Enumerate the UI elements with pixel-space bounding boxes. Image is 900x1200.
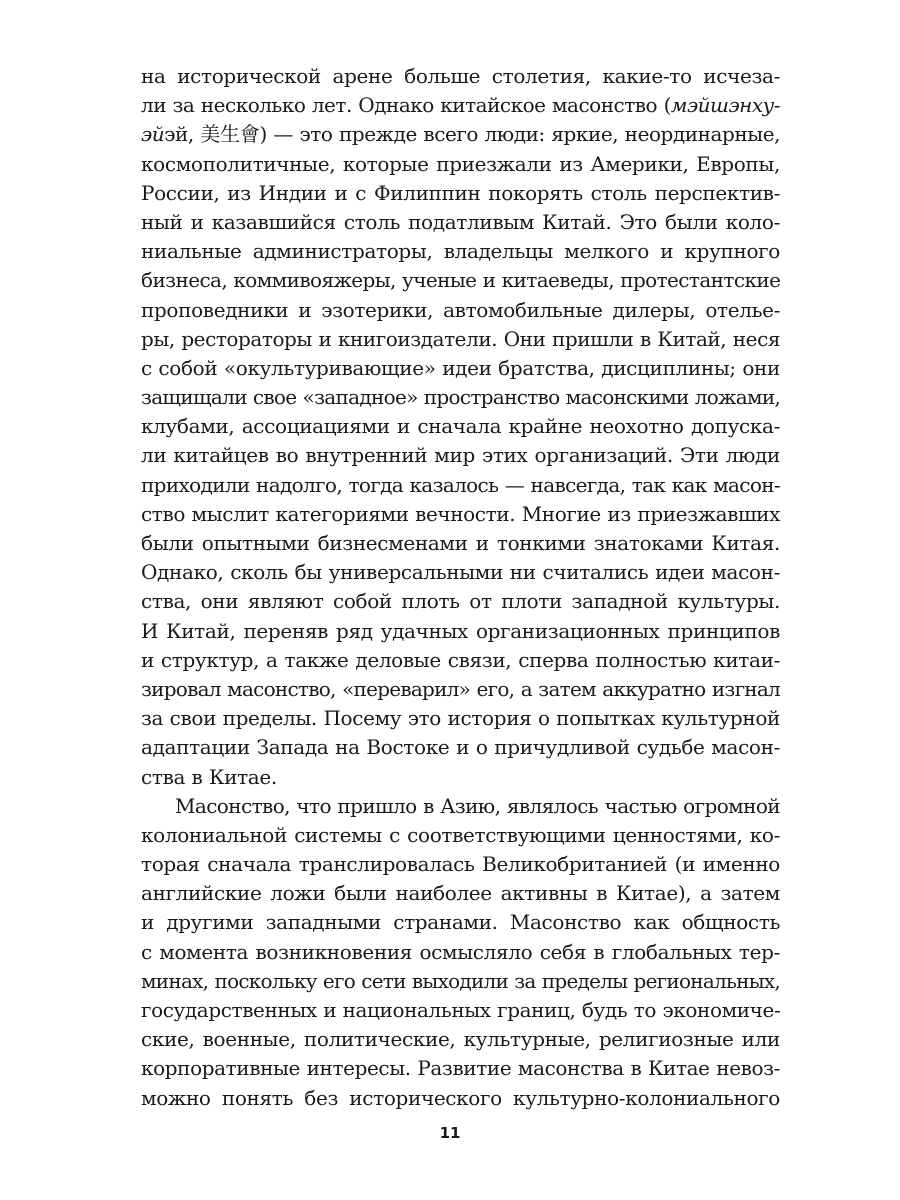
text-line: за свои пределы. Посему это история о попытках культурной — [141, 706, 780, 731]
text-line: ства, они являют собой плоть от плоти западной культуры. — [141, 589, 780, 614]
text-line: России, из Индии и с Филиппин покорять столь перспектив- — [141, 180, 780, 205]
text-line: ный и казавшийся столь податливым Китай. Это были коло- — [141, 209, 780, 234]
text-line: ские, военные, политические, культурные, религиозные или — [141, 1027, 780, 1052]
body-text — [141, 62, 780, 1113]
text-line: космополитичные, которые приезжали из Америки, Европы, — [141, 151, 780, 176]
text-line — [141, 120, 780, 149]
text-line: проповедники и эзотерики, автомобильные дилеры, отелье- — [141, 297, 780, 322]
text-line: зировал масонство, «переварил» его, а затем аккуратно изгнал — [141, 676, 780, 701]
text-line — [141, 91, 780, 120]
text-line: с собой «окультуривающие» идеи братства, дисциплины; они — [141, 355, 780, 380]
text-line: корпоративные интересы. Развитие масонства в Китае невоз- — [141, 1056, 780, 1081]
text-line: ли китайцев во внутренний мир этих организаций. Эти люди — [141, 443, 780, 468]
text-line: Однако, сколь бы универсальными ни считались идеи масон- — [141, 560, 780, 585]
text-fragment: ли за несколько лет. Однако китайское масонство ( — [141, 93, 671, 118]
text-line: были опытными бизнесменами и тонкими знатоками Китая. — [141, 531, 780, 555]
text-line: на исторической арене больше столетия, какие-то исчеза- — [141, 64, 780, 88]
text-line: и другими западными странами. Масонство как общность — [141, 910, 780, 935]
italic-term: мэйшэнху- — [670, 93, 780, 118]
text-line: Масонство, что пришло в Азию, являлось частью огромной — [175, 793, 780, 818]
text-line: минах, поскольку его сети выходили за пределы региональных, — [141, 968, 780, 993]
text-line: английские ложи были наиболее активны в Китае), а затем — [141, 881, 780, 906]
text-line: ниальные администраторы, владельцы мелкого и крупного — [141, 239, 780, 264]
text-fragment: эй, 美生會) — это прежде всего люди: яркие, неординарные, — [164, 122, 780, 147]
text-line: приходили надолго, тогда казалось — навсегда, так как масон- — [141, 472, 780, 497]
text-line: ства в Китае. — [141, 764, 277, 789]
text-line: ство мыслит категориями вечности. Многие из приезжавших — [141, 501, 780, 526]
text-line: с момента возникновения осмысляло себя в глобальных тер- — [141, 939, 780, 964]
text-line: ры, рестораторы и книгоиздатели. Они пришли в Китай, неся — [141, 326, 780, 351]
text-line: и структур, а также деловые связи, сперва полностью китаи- — [141, 647, 780, 672]
page-number: 11 — [439, 1124, 461, 1142]
text-line: адаптации Запада на Востоке и о причудливой судьбе масон- — [141, 735, 780, 760]
text-line: И Китай, переняв ряд удачных организационных принципов — [141, 618, 780, 643]
text-line: государственных и национальных границ, будь то экономиче- — [141, 998, 781, 1022]
text-line: торая сначала транслировалась Великобританией (и именно — [141, 852, 780, 877]
text-line: клубами, ассоциациями и сначала крайне неохотно допуска- — [141, 414, 780, 439]
text-line: колониальной системы с соответствующими ценностями, ко- — [141, 822, 780, 847]
text-line: защищали свое «западное» пространство масонскими ложами, — [141, 385, 781, 410]
text-line: бизнеса, коммивояжеры, ученые и китаеведы, протестантские — [141, 268, 781, 293]
text-line: можно понять без исторического культурно-колониального — [141, 1085, 780, 1110]
italic-term: эй — [141, 122, 165, 147]
